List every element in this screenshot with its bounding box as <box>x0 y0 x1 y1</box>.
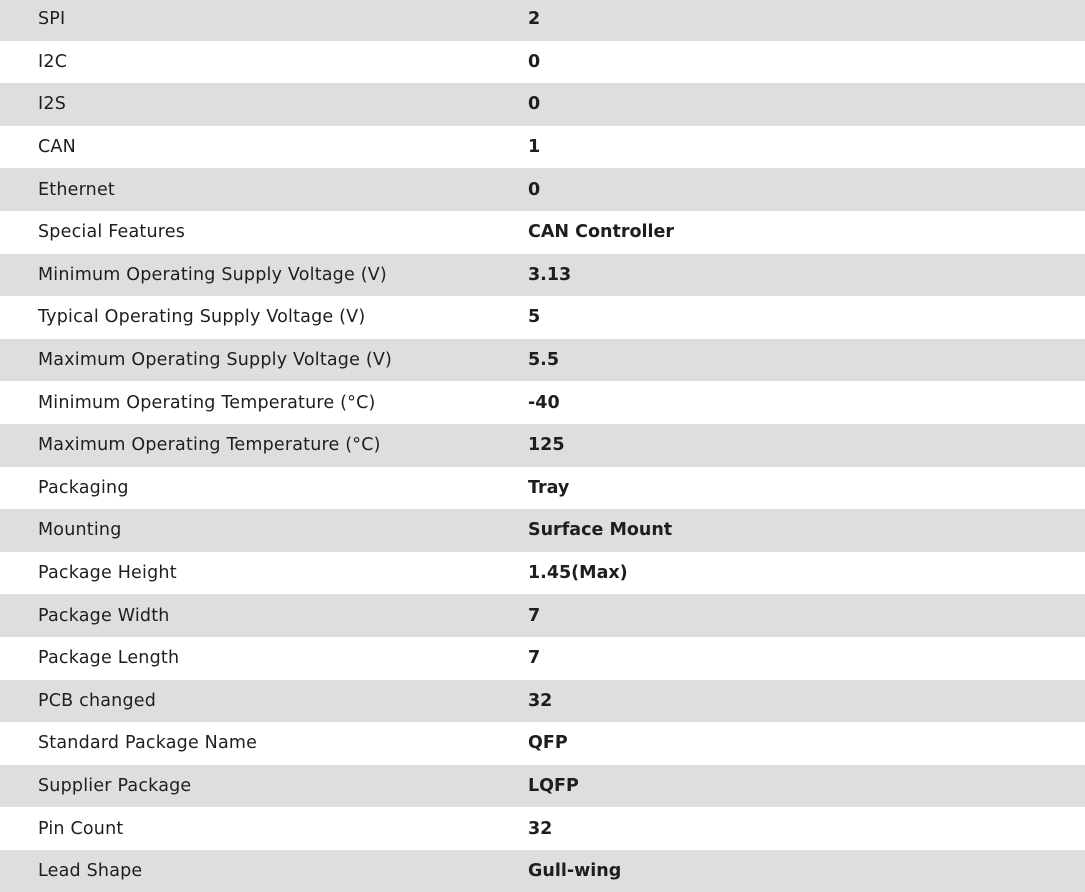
spec-label: Maximum Operating Temperature (°C) <box>38 435 381 456</box>
spec-label: Ethernet <box>38 179 115 200</box>
spec-row-supplier-package <box>0 765 1085 808</box>
spec-value: 32 <box>528 818 553 839</box>
spec-label: CAN <box>38 137 76 158</box>
spec-row-max-supply-voltage <box>0 339 1085 382</box>
spec-value: Tray <box>528 477 570 498</box>
spec-row-min-supply-voltage <box>0 254 1085 297</box>
spec-row-i2s <box>0 83 1085 126</box>
spec-value: 7 <box>528 605 541 626</box>
spec-value: Gull-wing <box>528 861 622 882</box>
spec-value: 1 <box>528 137 541 158</box>
spec-label: Minimum Operating Temperature (°C) <box>38 392 376 413</box>
spec-row-spi <box>0 0 1085 41</box>
spec-label: Package Length <box>38 648 180 669</box>
spec-value: 7 <box>528 648 541 669</box>
spec-value: 0 <box>528 94 541 115</box>
spec-value: 5 <box>528 307 541 328</box>
spec-value: 0 <box>528 51 541 72</box>
spec-row-ethernet <box>0 168 1085 211</box>
spec-label: Mounting <box>38 520 122 541</box>
spec-row-pin-count <box>0 807 1085 850</box>
spec-value: 2 <box>528 9 541 30</box>
spec-row-min-temperature <box>0 381 1085 424</box>
spec-label: Packaging <box>38 477 129 498</box>
spec-label: PCB changed <box>38 690 157 711</box>
spec-value: 0 <box>528 179 541 200</box>
spec-row-can <box>0 126 1085 169</box>
spec-row-pcb-changed <box>0 680 1085 723</box>
spec-value: QFP <box>528 733 568 754</box>
spec-row-typ-supply-voltage <box>0 296 1085 339</box>
spec-row-mounting <box>0 509 1085 552</box>
spec-label: I2S <box>38 94 67 115</box>
spec-row-special-features <box>0 211 1085 254</box>
spec-value: CAN Controller <box>528 222 674 243</box>
spec-label: Package Height <box>38 563 177 584</box>
spec-row-package-length <box>0 637 1085 680</box>
spec-value: -40 <box>528 392 560 413</box>
spec-value: 125 <box>528 435 565 456</box>
spec-row-standard-package-name <box>0 722 1085 765</box>
spec-row-packaging <box>0 467 1085 510</box>
spec-value: 3.13 <box>528 264 572 285</box>
spec-row-package-height <box>0 552 1085 595</box>
spec-row-i2c <box>0 41 1085 84</box>
spec-value: 32 <box>528 690 553 711</box>
spec-row-package-width <box>0 594 1085 637</box>
spec-label: I2C <box>38 51 68 72</box>
spec-label: Lead Shape <box>38 861 143 882</box>
spec-label: Minimum Operating Supply Voltage (V) <box>38 264 387 285</box>
spec-value: Surface Mount <box>528 520 673 541</box>
spec-row-max-temperature <box>0 424 1085 467</box>
spec-label: Special Features <box>38 222 186 243</box>
spec-label: Typical Operating Supply Voltage (V) <box>38 307 366 328</box>
spec-label: Supplier Package <box>38 775 192 796</box>
spec-value: LQFP <box>528 775 579 796</box>
spec-label: Standard Package Name <box>38 733 258 754</box>
spec-value: 1.45(Max) <box>528 563 628 584</box>
spec-row-lead-shape <box>0 850 1085 892</box>
spec-label: SPI <box>38 9 66 30</box>
spec-label: Package Width <box>38 605 170 626</box>
spec-label: Maximum Operating Supply Voltage (V) <box>38 350 393 371</box>
spec-value: 5.5 <box>528 350 560 371</box>
spec-label: Pin Count <box>38 818 124 839</box>
